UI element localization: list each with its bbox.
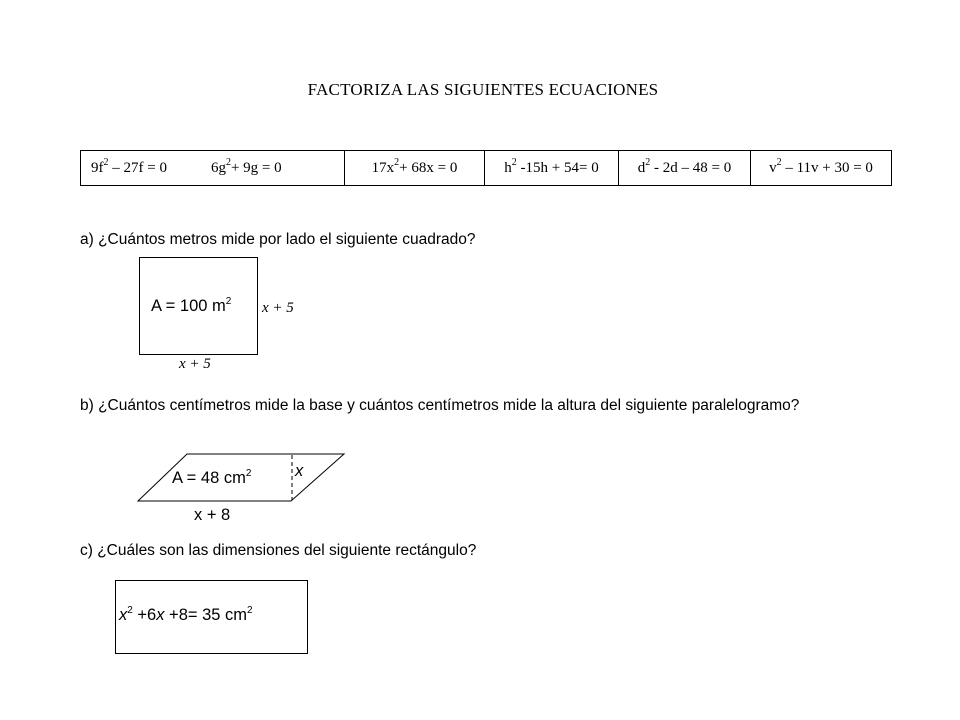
equation-4: $h^2$ -15h + 54= 0	[485, 151, 619, 186]
equation-3: $17x^2+ 68x = 0$	[345, 151, 485, 186]
rectangle-area-expression: $x^2 +6x +8= 35$ $cm^2$	[119, 605, 253, 624]
parallelogram-height-label: x	[295, 462, 304, 480]
equation-1: $9f^2 - 27f = 0$	[91, 156, 167, 176]
question-a: a) ¿Cuántos metros mide por lado el siguiente cuadrado?	[80, 231, 476, 248]
square-area-label: A = 100 $m^2$	[151, 296, 232, 315]
parallelogram-base-label: x + 8	[194, 506, 231, 524]
equation-6: $v^2 - 11v + 30 = 0$	[751, 151, 892, 186]
question-c: c) ¿Cuáles son las dimensiones del siguiente rectángulo?	[80, 542, 477, 559]
square-side-label: x + 5	[262, 300, 294, 316]
equation-5: $d^2 - 2d - 48 = 0$	[619, 151, 751, 186]
question-b: b) ¿Cuántos centímetros mide la base y cuántos centímetros mide la altura del siguiente paralelogramo?	[80, 397, 800, 414]
page-title: FACTORIZA LAS SIGUIENTES ECUACIONES	[307, 80, 659, 99]
equation-2: $6g^2+ 9g = 0$	[210, 156, 282, 176]
parallelogram-area-label: A = 48 $cm^2$	[172, 468, 252, 487]
square-bottom-label: x + 5	[179, 356, 211, 372]
